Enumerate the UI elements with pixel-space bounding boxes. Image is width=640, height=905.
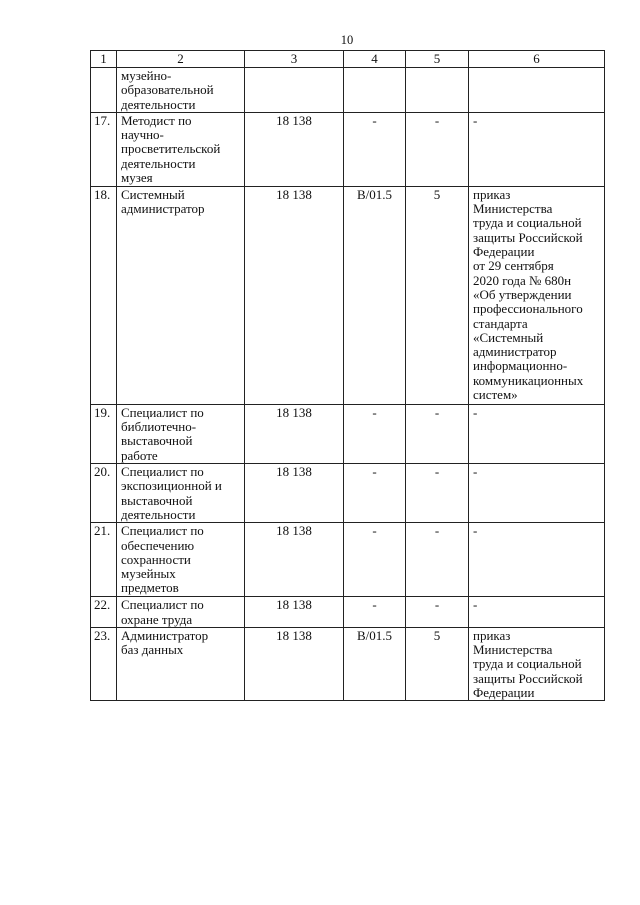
cell-col-1: 18. xyxy=(91,186,117,404)
cell-col-2: Методист по научно- просветительской деятельности музея xyxy=(117,112,245,186)
cell-col-6: - xyxy=(469,597,605,628)
cell-col-4 xyxy=(344,68,406,113)
table-row xyxy=(91,112,605,186)
header-cell-6: 6 xyxy=(469,51,605,68)
table-row xyxy=(91,68,605,113)
cell-col-3: 18 138 xyxy=(245,627,344,700)
table-row xyxy=(91,404,605,463)
cell-col-4: - xyxy=(344,523,406,597)
cell-col-2: Администратор баз данных xyxy=(117,627,245,700)
cell-col-3 xyxy=(245,68,344,113)
cell-col-5: - xyxy=(406,464,469,523)
cell-col-4: - xyxy=(344,464,406,523)
cell-col-2: Специалист по экспозиционной и выставочной деятельности xyxy=(117,464,245,523)
cell-col-6: - xyxy=(469,523,605,597)
cell-col-6: приказ Министерства труда и социальной защиты Российской Федерации xyxy=(469,627,605,700)
cell-col-1: 17. xyxy=(91,112,117,186)
header-cell-3: 3 xyxy=(245,51,344,68)
header-cell-1: 1 xyxy=(91,51,117,68)
cell-col-1: 23. xyxy=(91,627,117,700)
cell-col-6: приказ Министерства труда и социальной защиты Российской Федерации от 29 сентября 2020 года № 680н «Об утверждении профессионального стандарта «Системный администратор информационно- коммуникационных систем» xyxy=(469,186,605,404)
cell-col-3: 18 138 xyxy=(245,186,344,404)
header-cell-5: 5 xyxy=(406,51,469,68)
cell-col-5: - xyxy=(406,112,469,186)
table-row xyxy=(91,464,605,523)
cell-col-4: В/01.5 xyxy=(344,186,406,404)
cell-col-3: 18 138 xyxy=(245,464,344,523)
cell-col-1: 21. xyxy=(91,523,117,597)
header-cell-4: 4 xyxy=(344,51,406,68)
cell-col-4: - xyxy=(344,112,406,186)
cell-col-6: - xyxy=(469,464,605,523)
cell-col-2: музейно- образовательной деятельности xyxy=(117,68,245,113)
cell-col-3: 18 138 xyxy=(245,112,344,186)
cell-col-4: - xyxy=(344,597,406,628)
cell-col-6 xyxy=(469,68,605,113)
table-row xyxy=(91,627,605,700)
table-row xyxy=(91,523,605,597)
cell-col-6: - xyxy=(469,404,605,463)
cell-col-6: - xyxy=(469,112,605,186)
cell-col-5: 5 xyxy=(406,186,469,404)
cell-col-4: - xyxy=(344,404,406,463)
cell-col-1 xyxy=(91,68,117,113)
cell-col-5: 5 xyxy=(406,627,469,700)
cell-col-5: - xyxy=(406,523,469,597)
cell-col-1: 22. xyxy=(91,597,117,628)
cell-col-5: - xyxy=(406,404,469,463)
cell-col-3: 18 138 xyxy=(245,523,344,597)
header-cell-2: 2 xyxy=(117,51,245,68)
cell-col-2: Специалист по обеспечению сохранности музейных предметов xyxy=(117,523,245,597)
cell-col-2: Системный администратор xyxy=(117,186,245,404)
table-row xyxy=(91,597,605,628)
cell-col-5: - xyxy=(406,597,469,628)
cell-col-5 xyxy=(406,68,469,113)
table-header-row xyxy=(91,51,605,68)
document-table xyxy=(90,50,605,701)
cell-col-1: 20. xyxy=(91,464,117,523)
page-number: 10 xyxy=(340,33,354,47)
cell-col-2: Специалист по библиотечно- выставочной работе xyxy=(117,404,245,463)
cell-col-2: Специалист по охране труда xyxy=(117,597,245,628)
table-row xyxy=(91,186,605,404)
cell-col-1: 19. xyxy=(91,404,117,463)
cell-col-3: 18 138 xyxy=(245,597,344,628)
cell-col-3: 18 138 xyxy=(245,404,344,463)
cell-col-4: В/01.5 xyxy=(344,627,406,700)
